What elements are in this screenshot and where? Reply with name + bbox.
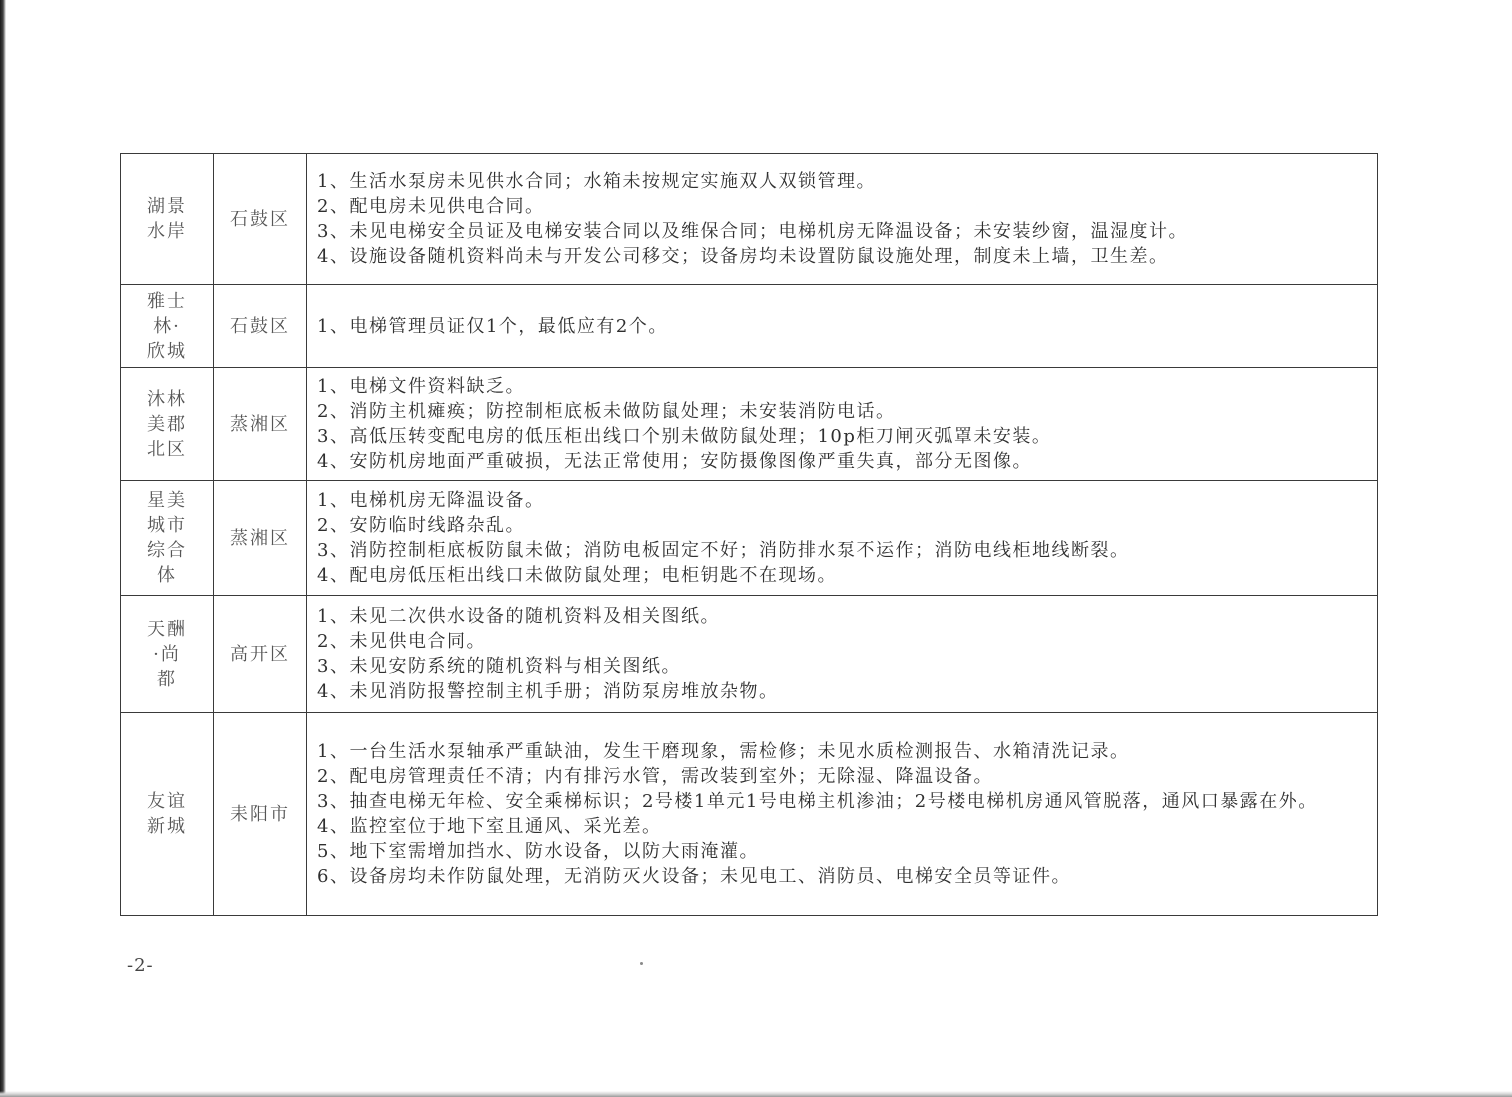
issue-item: 1、未见二次供水设备的随机资料及相关图纸。 (317, 606, 720, 627)
issue-item: 3、未见安防系统的随机资料与相关图纸。 (317, 656, 681, 677)
issue-item: 2、消防主机瘫痪；防控制柜底板未做防鼠处理；未安装消防电话。 (317, 401, 896, 422)
project-name-cell (121, 596, 214, 713)
project-name-cell (121, 285, 214, 368)
issue-item: 3、消防控制柜底板防鼠未做；消防电板固定不好；消防排水泵不运作；消防电线柜地线断裂。 (317, 540, 1130, 561)
table-row (121, 596, 1378, 713)
table-body (121, 154, 1378, 916)
table-row (121, 713, 1378, 916)
project-name-cell (121, 154, 214, 285)
inspection-issues-table (120, 153, 1378, 916)
issue-item: 1、电梯管理员证仅1个，最低应有2个。 (317, 315, 668, 337)
issue-item: 2、配电房未见供电合同。 (317, 196, 545, 217)
issue-item: 3、抽查电梯无年检、安全乘梯标识；2号楼1单元1号电梯主机渗油；2号楼电梯机房通风管脱落，通风口暴露在外。 (317, 791, 1318, 812)
issue-item: 4、设施设备随机资料尚未与开发公司移交；设备房均未设置防鼠设施处理，制度未上墙，卫生差。 (317, 246, 1169, 267)
issues-cell (307, 368, 1378, 481)
issues-cell (307, 481, 1378, 596)
page-number: -2- (127, 955, 154, 976)
issue-item: 6、设备房均未作防鼠处理，无消防灭火设备；未见电工、消防员、电梯安全员等证件。 (317, 866, 1071, 887)
issues-cell (307, 713, 1378, 916)
project-name-cell (121, 713, 214, 916)
issue-item: 1、一台生活水泵轴承严重缺油，发生干磨现象，需检修；未见水质检测报告、水箱清洗记录。 (317, 741, 1130, 762)
project-name-cell (121, 481, 214, 596)
issue-item: 4、未见消防报警控制主机手册；消防泵房堆放杂物。 (317, 681, 779, 702)
district-cell: 高开区 (214, 596, 307, 713)
table-row (121, 368, 1378, 481)
issue-item: 1、电梯机房无降温设备。 (317, 490, 545, 511)
issue-item: 1、生活水泵房未见供水合同；水箱未按规定实施双人双锁管理。 (317, 171, 876, 192)
project-name: 湖景水岸 (147, 196, 187, 242)
issues-cell (307, 154, 1378, 285)
issue-item: 2、安防临时线路杂乱。 (317, 515, 525, 536)
project-name: 天酬·尚都 (147, 618, 187, 690)
issues-cell (307, 285, 1378, 368)
scan-bottom-edge (0, 1091, 1512, 1097)
project-name: 星美城市综合体 (147, 490, 187, 586)
issue-item: 4、配电房低压柜出线口未做防鼠处理；电柜钥匙不在现场。 (317, 565, 837, 586)
district-cell: 蒸湘区 (214, 481, 307, 596)
table-row (121, 285, 1378, 368)
issue-item: 3、未见电梯安全员证及电梯安装合同以及维保合同；电梯机房无降温设备；未安装纱窗，温湿度计。 (317, 221, 1188, 242)
project-name: 友谊新城 (147, 791, 187, 837)
district-cell: 石鼓区 (214, 154, 307, 285)
district-cell: 石鼓区 (214, 285, 307, 368)
district-cell: 蒸湘区 (214, 368, 307, 481)
project-name: 雅士林·欣城 (147, 290, 187, 362)
issue-item: 4、安防机房地面严重破损，无法正常使用；安防摄像图像严重失真，部分无图像。 (317, 451, 1032, 472)
issue-item: 2、未见供电合同。 (317, 631, 486, 652)
issue-item: 3、高低压转变配电房的低压柜出线口个别未做防鼠处理；10p柜刀闸灭弧罩未安装。 (317, 426, 1052, 447)
issue-item: 1、电梯文件资料缺乏。 (317, 376, 525, 397)
scan-speck (640, 962, 643, 965)
table-row (121, 481, 1378, 596)
district-cell: 耒阳市 (214, 713, 307, 916)
table-row (121, 154, 1378, 285)
issue-item: 4、监控室位于地下室且通风、采光差。 (317, 816, 662, 837)
issue-item: 2、配电房管理责任不清；内有排污水管，需改装到室外；无除湿、降温设备。 (317, 766, 993, 787)
scan-left-edge (0, 0, 6, 1097)
issue-item: 5、地下室需增加挡水、防水设备，以防大雨淹灌。 (317, 841, 759, 862)
project-name: 沐林美郡北区 (147, 388, 187, 460)
project-name-cell (121, 368, 214, 481)
issues-cell (307, 596, 1378, 713)
